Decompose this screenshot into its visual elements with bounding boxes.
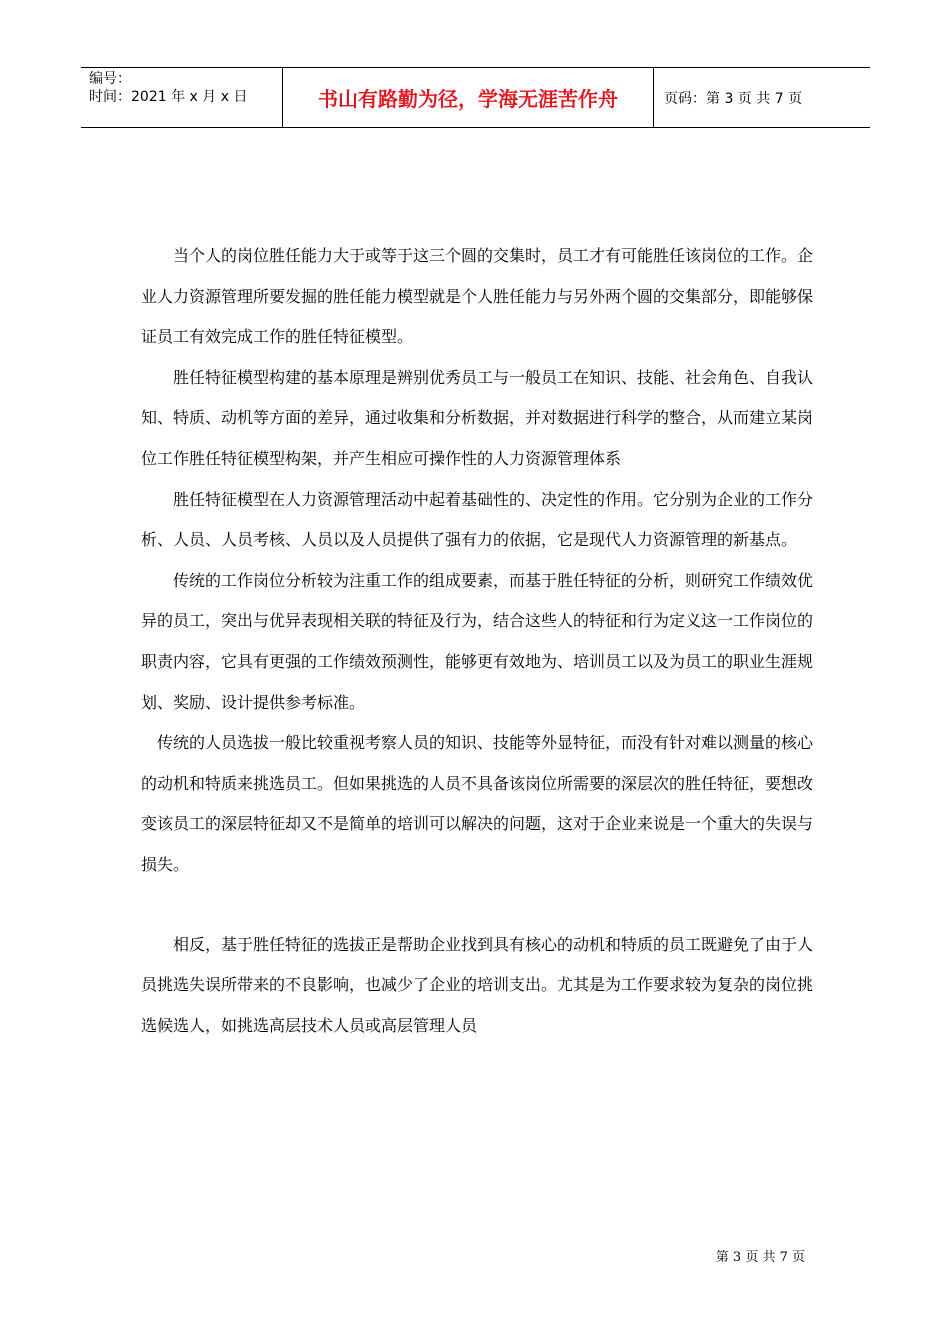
paragraph: 当个人的岗位胜任能力大于或等于这三个圆的交集时，员工才有可能胜任该岗位的工作。企业人力资源管理所要发掘的胜任能力模型就是个人胜任能力与另外两个圆的交集部分，即能够保证员工有效完成工作的胜任特征模型。: [141, 246, 814, 347]
paragraph: 相反，基于胜任特征的选拔正是帮助企业找到具有核心的动机和特质的员工既避免了由于人员挑选失误所带来的不良影响，也减少了企业的培训支出。尤其是为工作要求较为复杂的岗位挑选候选人，如挑选高层技术人员或高层管理人员: [141, 934, 814, 1035]
header-meta: [81, 68, 282, 127]
document-date: 时间：2021 年 x 月 x 日: [89, 89, 248, 105]
header-page-code: 页码：第 3 页 共 7 页: [664, 90, 803, 107]
paragraph: 胜任特征模型构建的基本原理是辨别优秀员工与一般员工在知识、技能、社会角色、自我认知、特质、动机等方面的差异，通过收集和分析数据，并对数据进行科学的整合，从而建立某岗位工作胜任特征模型构架，并产生相应可操作性的人力资源管理体系: [141, 367, 814, 468]
paragraph: 传统的人员选拔一般比较重视考察人员的知识、技能等外显特征，而没有针对难以测量的核心的动机和特质来挑选员工。但如果挑选的人员不具备该岗位所需要的深层次的胜任特征，要想改变该员工的深层特征却又不是简单的培训可以解决的问题，这对于企业来说是一个重大的失误与损失。: [141, 733, 814, 874]
paragraph: 传统的工作岗位分析较为注重工作的组成要素，而基于胜任特征的分析，则研究工作绩效优异的员工，突出与优异表现相关联的特征及行为，结合这些人的特征和行为定义这一工作岗位的职责内容，它具有更强的工作绩效预测性，能够更有效地为、培训员工以及为员工的职业生涯规划、奖励、设计提供参考标准。: [141, 570, 814, 712]
page-header: [81, 67, 870, 128]
document-body: [141, 236, 813, 1046]
paragraph: 胜任特征模型在人力资源管理活动中起着基础性的、决定性的作用。它分别为企业的工作分析、人员、人员考核、人员以及人员提供了强有力的依据，它是现代人力资源管理的新基点。: [141, 489, 814, 550]
page-footer-number: 第 3 页 共 7 页: [715, 1250, 805, 1265]
document-number-label: 编号：: [89, 71, 131, 87]
header-motto: 书山有路勤为径，学海无涯苦作舟: [282, 68, 654, 127]
